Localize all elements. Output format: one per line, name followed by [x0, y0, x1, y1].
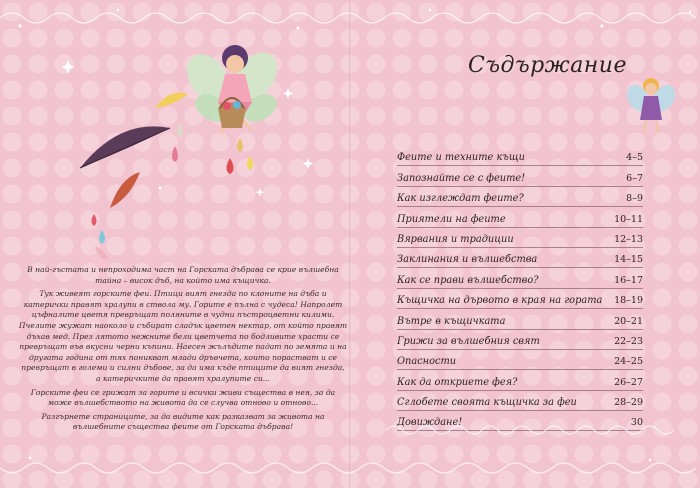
toc-entry-title: Как изглеждат феите?: [397, 193, 524, 205]
toc-entry-pages: 14–15: [614, 254, 643, 266]
toc-entry-title: Как се прави вълшебство?: [397, 274, 539, 286]
story-text: [18, 265, 348, 436]
toc-entry-title: Как да откриете фея?: [397, 376, 518, 388]
toc-entry-pages: 6–7: [626, 172, 643, 184]
toc-entry-pages: 12–13: [614, 233, 643, 245]
toc-entry-title: Вярвания и традиции: [397, 233, 514, 245]
toc-entry-pages: 8–9: [626, 193, 643, 205]
toc-entry[interactable]: [397, 268, 643, 288]
toc-entry-pages: 20–21: [614, 315, 643, 327]
toc-entry[interactable]: [397, 350, 643, 370]
toc-entry-title: Опасности: [397, 356, 457, 368]
toc-entry[interactable]: [397, 289, 643, 309]
toc-entry-pages: 4–5: [626, 152, 643, 164]
toc-entry[interactable]: [397, 187, 643, 207]
toc-entry[interactable]: [397, 166, 643, 186]
story-paragraph-3: Горските феи се грижат за горите и всички живи същества в нея, за да може вълшебството на живота да се случва отново и отново...: [30, 387, 336, 408]
toc-entry-pages: 26–27: [614, 376, 643, 388]
small-fairy-illustration: [622, 74, 680, 136]
story-paragraph-2: Тук живеят горските феи. Птици вият гнезда по клоните на дъба и катерички правят хралупи в ствола му. Горите е пълна с чудеса! Напролет цъфналите цветя превръщат поляните в чудни пъстроцветни килими. Пчелите жужат наоколо и събират сладък цветен нектар, от който правят дъхав мед. През лятото нежните бели цветчета по бодливите храсти се превръщат във вкусни черни къпини. Наесен жълъдите падат по земята и на другата година от тях поникват млади дръвчета, които порастват и се превръщат в големи и силни дъбове, за да има къде птиците да вият гнезда, а катеричките да правят хралупите си...: [18, 289, 348, 383]
toc-entry[interactable]: [397, 248, 643, 268]
toc-entry-pages: 16–17: [614, 274, 643, 286]
toc-entry-title: Довиждане!: [397, 417, 463, 429]
table-of-contents: [397, 146, 643, 431]
toc-entry-pages: 18–19: [614, 295, 643, 307]
toc-entry-title: Феите и техните къщи: [397, 152, 525, 164]
story-paragraph-4: Разгърнете страниците, за да видите как разказват за живота на вълшебните същества феите от Горската дъбрава!: [41, 411, 325, 432]
story-paragraph-1: В най-гъстата и непроходима част на Горската дъбрава се крие вълшебна тайна – висок дъб, на който има къщичка.: [27, 265, 339, 285]
toc-entry-title: Заклинания и вълшебства: [397, 254, 538, 266]
toc-entry-title: Приятели на феите: [397, 213, 506, 225]
toc-entry[interactable]: [397, 391, 643, 411]
toc-entry-title: Сглобете своята къщичка за феи: [397, 397, 577, 409]
toc-entry-pages: 22–23: [614, 335, 643, 347]
toc-entry-title: Запознайте се с феите!: [397, 172, 526, 184]
fairy-with-basket-and-feathers-illustration: [60, 38, 320, 278]
toc-entry[interactable]: [397, 146, 643, 166]
toc-entry-title: Къщичка на дървото в края на гората: [397, 295, 603, 307]
toc-entry-pages: 28–29: [614, 397, 643, 409]
toc-entry-pages: 30: [630, 417, 643, 429]
left-page: [0, 0, 349, 488]
toc-entry-pages: 24–25: [614, 356, 643, 368]
toc-title: Съдържание: [468, 53, 627, 78]
toc-entry[interactable]: [397, 228, 643, 248]
toc-entry-title: Грижи за вълшебния свят: [397, 335, 540, 347]
toc-bottom-wave: [386, 420, 676, 440]
toc-entry-pages: 10–11: [614, 213, 643, 225]
toc-entry[interactable]: [397, 330, 643, 350]
toc-entry[interactable]: [397, 207, 643, 227]
toc-entry[interactable]: [397, 370, 643, 390]
toc-entry-title: Вътре в къщичката: [397, 315, 506, 327]
toc-entry[interactable]: [397, 309, 643, 329]
